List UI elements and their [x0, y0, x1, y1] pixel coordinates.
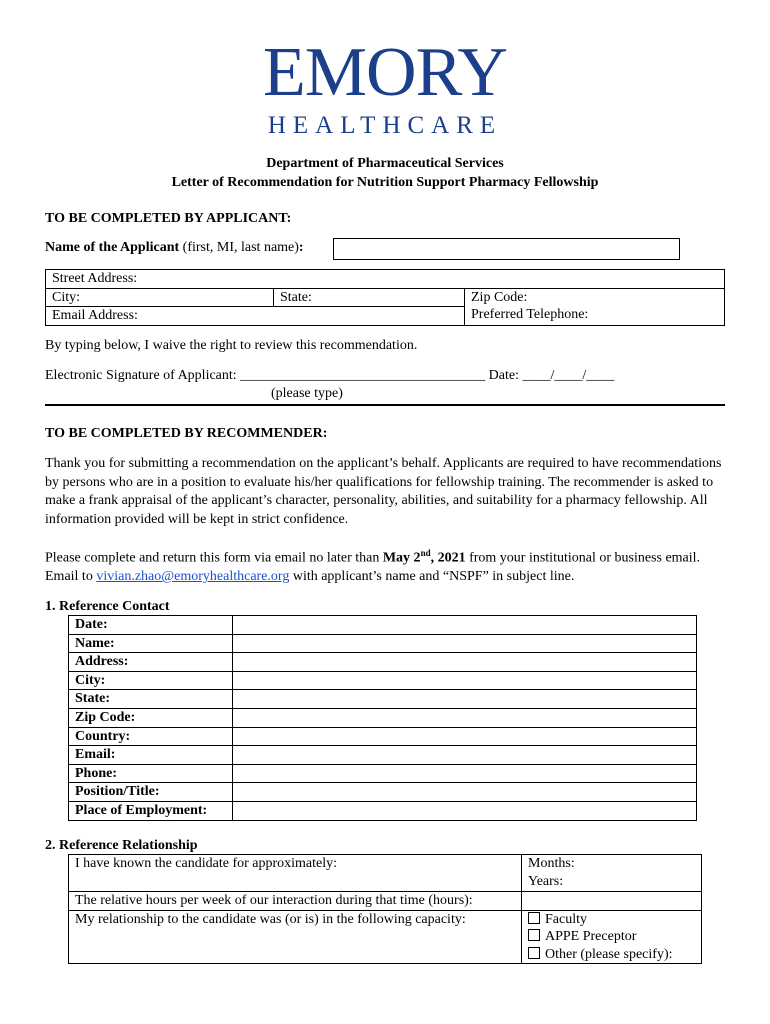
reference-row	[69, 653, 697, 672]
reference-field-input[interactable]	[233, 634, 697, 653]
reference-row	[69, 690, 697, 709]
reference-row	[69, 634, 697, 653]
waiver-text: By typing below, I waive the right to review this recommendation.	[45, 338, 418, 353]
checkbox-other[interactable]	[528, 947, 540, 959]
section-divider	[45, 404, 725, 406]
instructions-part-c: with applicant’s name and “NSPF” in subject line.	[289, 569, 575, 585]
email-cell[interactable]: Email Address:	[46, 307, 465, 326]
recommender-instructions	[45, 544, 725, 587]
reference-field-input[interactable]	[233, 783, 697, 802]
applicant-name-input[interactable]	[333, 238, 680, 260]
known-duration-label: I have known the candidate for approximately:	[69, 855, 522, 892]
capacity-label: My relationship to the candidate was (or is) in the following capacity:	[69, 910, 522, 964]
reference-contact-table	[68, 615, 697, 821]
applicant-name-label-rest: (first, MI, last name)	[179, 240, 299, 255]
reference-field-input[interactable]	[233, 727, 697, 746]
zip-phone-cell[interactable]	[465, 288, 725, 325]
city-cell[interactable]: City:	[46, 288, 274, 307]
applicant-name-label-bold: Name of the Applicant	[45, 240, 180, 255]
deadline-date: May 2	[382, 550, 421, 566]
option-faculty[interactable]	[528, 911, 695, 929]
reference-field-label: Phone:	[69, 764, 233, 783]
applicant-heading: TO BE COMPLETED BY APPLICANT:	[45, 211, 292, 226]
form-title: Letter of Recommendation for Nutrition Support Pharmacy Fellowship	[171, 175, 599, 190]
reference-row	[69, 746, 697, 765]
phone-label: Preferred Telephone:	[471, 307, 589, 323]
reference-field-input[interactable]	[233, 708, 697, 727]
reference-row	[69, 727, 697, 746]
months-label: Months:	[528, 856, 575, 871]
checkbox-appe[interactable]	[528, 929, 540, 941]
reference-row	[69, 708, 697, 727]
reference-field-input[interactable]	[233, 690, 697, 709]
reference-field-label: Address:	[69, 653, 233, 672]
reference-field-label: Name:	[69, 634, 233, 653]
logo-sub-text: HEALTHCARE	[267, 112, 503, 139]
applicant-name-label	[45, 240, 304, 256]
please-type-note: (please type)	[271, 386, 343, 401]
option-other-label: Other (please specify):	[545, 946, 673, 962]
signature-line[interactable]: Electronic Signature of Applicant: ___________________________________ Date: ____/____/____	[45, 368, 615, 383]
reference-field-label: Country:	[69, 727, 233, 746]
department-title: Department of Pharmaceutical Services	[266, 156, 504, 171]
hours-cell[interactable]	[522, 892, 702, 911]
instructions-part-b: from your institutional or business email. Email to	[45, 550, 701, 585]
recommender-heading: TO BE COMPLETED BY RECOMMENDER:	[45, 426, 328, 441]
reference-field-input[interactable]	[233, 671, 697, 690]
recommender-intro: Thank you for submitting a recommendation on the applicant’s behalf. Applicants are required to have recommendations by persons who are in a position to evaluate his/her qualifications for fellowship training. The recommender is asked to make a frank appraisal of the applicant’s character, personality, abilities, and suitability for a pharmacy fellowship. All information provided will be kept in strict confidence.	[45, 456, 722, 527]
reference-field-input[interactable]	[233, 801, 697, 820]
option-appe-label: APPE Preceptor	[545, 929, 637, 945]
reference-row	[69, 801, 697, 820]
logo-main-text: EMORY	[263, 34, 507, 111]
hours-label: The relative hours per week of our interaction during that time (hours):	[69, 892, 522, 911]
reference-field-label: Place of Employment:	[69, 801, 233, 820]
capacity-options	[522, 910, 702, 964]
reference-field-input[interactable]	[233, 746, 697, 765]
street-address-cell[interactable]: Street Address:	[46, 270, 725, 289]
state-cell[interactable]: State:	[274, 288, 465, 307]
option-faculty-label: Faculty	[545, 911, 587, 927]
section2-title: 2. Reference Relationship	[45, 838, 198, 853]
reference-relationship-table	[68, 854, 702, 964]
option-other[interactable]	[528, 946, 695, 964]
years-label: Years:	[528, 873, 564, 889]
reference-field-label: Email:	[69, 746, 233, 765]
reference-row	[69, 764, 697, 783]
known-duration-cell[interactable]	[522, 855, 702, 892]
reference-field-label: Zip Code:	[69, 708, 233, 727]
reference-field-input[interactable]	[233, 764, 697, 783]
reference-field-label: Position/Title:	[69, 783, 233, 802]
reference-field-input[interactable]	[233, 653, 697, 672]
applicant-name-colon: :	[298, 240, 304, 255]
checkbox-faculty[interactable]	[528, 912, 540, 924]
reference-field-label: City:	[69, 671, 233, 690]
applicant-address-table	[45, 269, 725, 326]
reference-field-input[interactable]	[233, 616, 697, 635]
reference-field-label: Date:	[69, 616, 233, 635]
deadline-sup: nd	[420, 548, 431, 558]
section1-title: 1. Reference Contact	[45, 599, 170, 614]
instructions-part-a: Please complete and return this form via email no later than	[45, 550, 383, 566]
reference-row	[69, 616, 697, 635]
reference-row	[69, 783, 697, 802]
option-appe[interactable]	[528, 928, 695, 946]
reference-row	[69, 671, 697, 690]
reference-field-label: State:	[69, 690, 233, 709]
zip-label: Zip Code:	[471, 289, 528, 305]
deadline-year: , 2021	[430, 550, 466, 566]
contact-email-link[interactable]: vivian.zhao@emoryhealthcare.org	[96, 569, 290, 585]
